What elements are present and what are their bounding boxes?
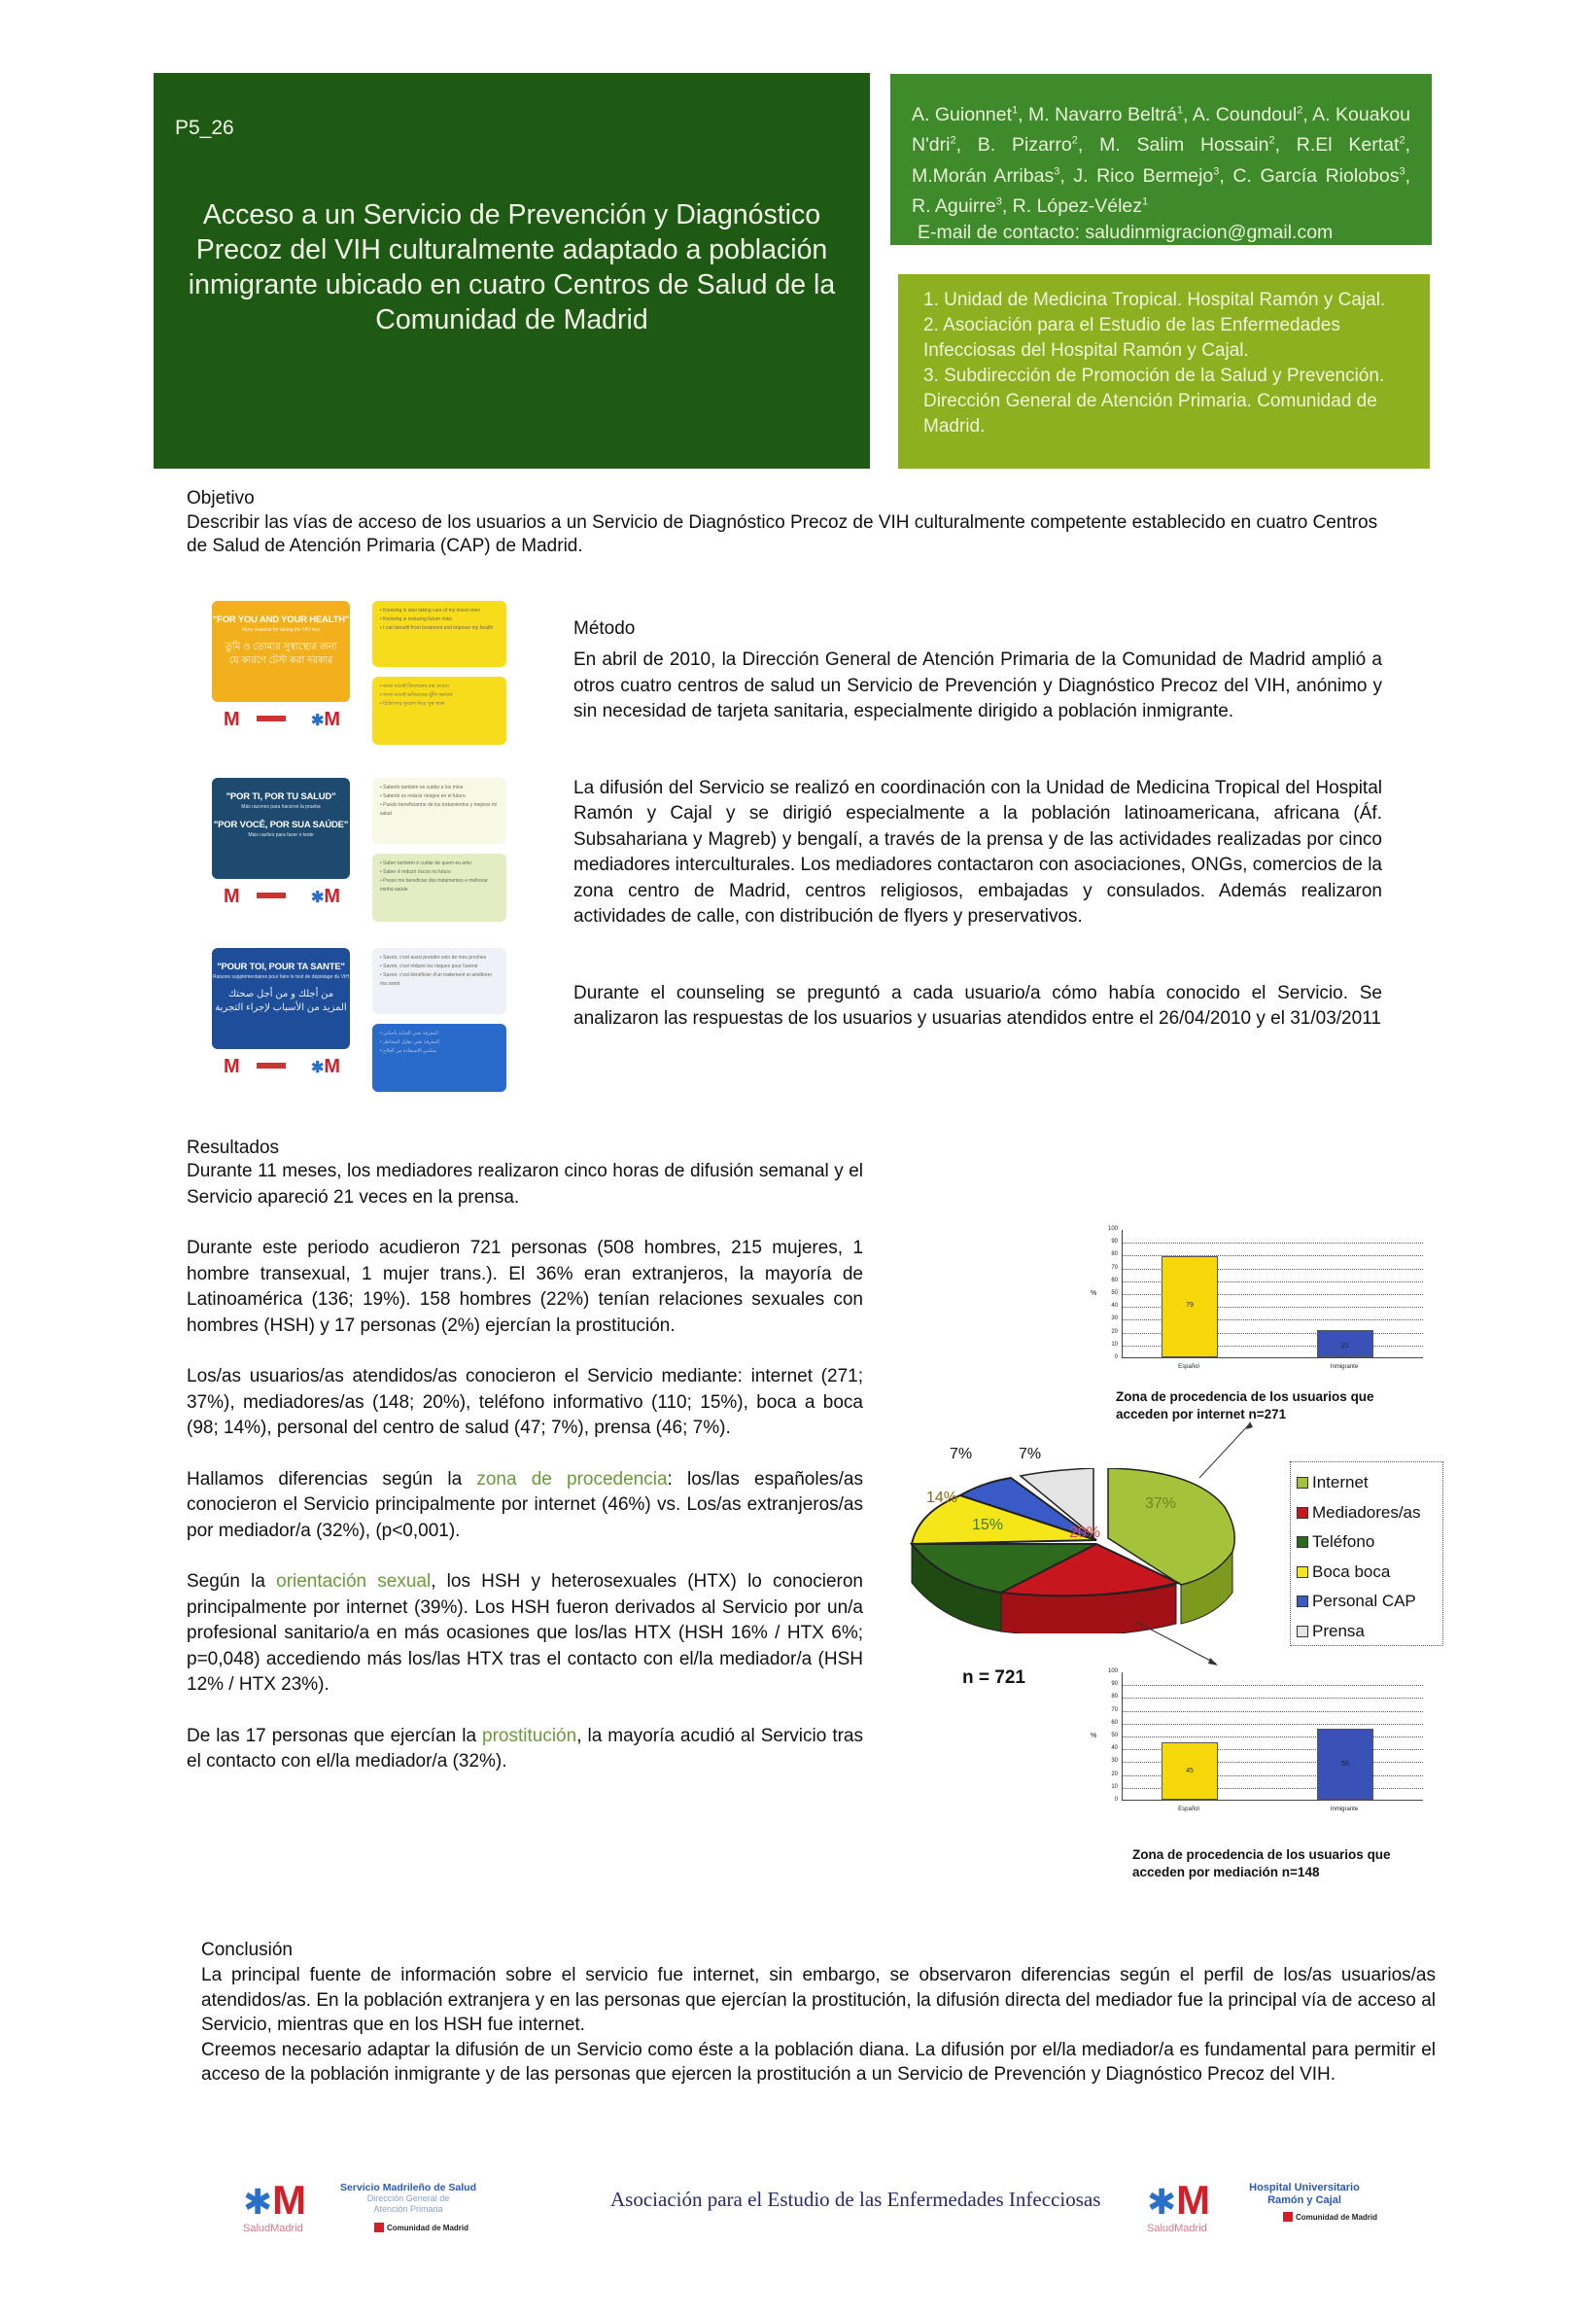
title-line: inmigrante ubicado en cuatro Centros de Salud de la	[188, 269, 836, 300]
legend-item	[1297, 1558, 1437, 1588]
highlighted-term: orientación sexual	[276, 1571, 432, 1592]
y-tick-label: 10	[1111, 1341, 1118, 1348]
author-affiliation-mark: 3	[1054, 165, 1060, 177]
section-title: Resultados	[187, 1138, 280, 1158]
author-name: A. Kouakou N'dri	[912, 103, 1411, 156]
flyer-logos	[216, 1057, 348, 1076]
comunidad-flag-icon	[257, 716, 286, 721]
bar-value-label: 55	[1341, 1761, 1349, 1769]
author-affiliation-mark: 3	[1399, 165, 1405, 177]
flyer-title: "POUR TOI, POUR TA SANTE"	[217, 962, 345, 972]
flyer-back-a	[372, 601, 506, 667]
arrow-icon	[1132, 1619, 1220, 1667]
author-name: B. Pizarro	[977, 134, 1072, 156]
y-tick-label: 60	[1111, 1277, 1118, 1283]
legend-swatch	[1297, 1596, 1308, 1607]
y-tick-label: 30	[1111, 1758, 1118, 1765]
gridline	[1123, 1736, 1423, 1737]
x-category-label: Inmigrante	[1330, 1806, 1359, 1812]
objetivo-section	[187, 488, 1392, 558]
text-run: Durante este periodo acudieron 721 personas (508 hombres, 215 mujeres, 1 hombre transexual, 1 mujer trans.). El 36% eran extranjeros, la mayoría de Latinoamérica (136; 19%). 158 hombres (22%) tenían relaciones sexuales con hombres (HSH) y 17 personas (2%) ejercían la prostitución.	[187, 1238, 863, 1336]
resultados-paragraph	[187, 1569, 863, 1699]
legend-label: Internet	[1312, 1473, 1369, 1491]
legend-label: Personal CAP	[1312, 1592, 1416, 1610]
salud-madrid-logo: ✱M	[311, 886, 341, 907]
flyer-back-b	[372, 677, 506, 745]
salud-madrid-logo: ✱M	[311, 709, 341, 730]
salud-madrid-logo: ✱M	[311, 1056, 341, 1077]
legend-item	[1297, 1527, 1437, 1558]
bar-inmigrante	[1317, 1330, 1373, 1357]
resultados-paragraph	[187, 1724, 863, 1775]
madrid-m-logo: M	[224, 886, 240, 907]
y-axis-label: %	[1091, 1290, 1097, 1297]
contact-email: E-mail de contacto: saludinmigracion@gmail.com	[918, 222, 1334, 243]
author-affiliation-mark: 3	[995, 195, 1002, 208]
cross-star-icon: ✱	[1147, 2182, 1177, 2222]
flyer-bullet: • المعرفة تعني العناية بأحبائي	[380, 1031, 438, 1036]
text-run: Los/as usuarios/as atendidos/as conocieron el Servicio mediante: internet (271; 37%), mediadores/as (148; 20%), teléfono informativo (110; 15%), boca a boca (98; 14%), personal del centro de salud (47; 7%), prensa (46; 7%).	[187, 1366, 863, 1438]
author-name: R. Aguirre	[912, 195, 996, 217]
poster-code: P5_26	[175, 117, 234, 139]
authors-list: A. Guionnet$^1$, M. Navarro Beltrá$^1$, A. Coundoul$^2$, A. Kouakou N'dri$^2$, B. Pizarro$^2$, M. Salim Hossain$^2$, R.El Kertat$^2$, M.Morán Arribas$^3$, J. Rico Bermejo$^3$, C. García Riolobos$^3$, R. Aguirre$^3$, R. López-Vélez$^1$	[912, 103, 1411, 217]
gridline	[1123, 1711, 1423, 1712]
y-tick-label: 0	[1114, 1354, 1118, 1360]
flyer-1	[212, 601, 503, 756]
flyer-script-text	[212, 988, 350, 1015]
author-name: M. Salim Hossain	[1099, 134, 1269, 156]
x-category-label: Español	[1178, 1806, 1199, 1812]
script-line: তুমি ও তোমার সুস্বাস্থ্যের জন্য	[225, 642, 337, 652]
flyer-logos	[216, 710, 348, 729]
metodo-paragraph: Durante el counseling se preguntó a cada usuario/a cómo había conocido el Servicio. Se analizaron las respuestas de los usuarios y usuarias atendidos entre el 26/04/2010 y el 31/03/2011	[573, 982, 1382, 1029]
legend-item	[1297, 1617, 1437, 1647]
author-affiliation-mark: 2	[950, 134, 956, 147]
metodo-paragraph: La difusión del Servicio se realizó en coordinación con la Unidad de Medicina Tropical del Hospital Ramón y Cajal y se dirigió especialmente a la población latinoamericana, africana (Áf. Subsahariana y Magreb) y bengalí, a través de la prensa y de las actividades realizadas por cinco mediadores interculturales. Los mediadores contactaron con asociaciones, ONGs, comercios de la zona centro de Madrid, centros religiosos, embajadas y consulados. Además realizaron actividades de calle, con distribución de flyers y preservativos.	[573, 777, 1382, 927]
flyer-bullet: • Puedo beneficiarme de los tratamientos y mejorar mi salud	[380, 802, 498, 817]
title-line: Precoz del VIH culturalmente adaptado a población	[195, 234, 828, 265]
flyer-bullet: • يمكنني الاستفادة من العلاج	[380, 1048, 437, 1054]
metodo-paragraph: En abril de 2010, la Dirección General de Atención Primaria de la Comunidad de Madrid amplió a otros cuatro centros de salud un Servicio de Prevención y Diagnóstico Precoz del VIH, anónimo y sin necesidad de tarjeta sanitaria, especialmente dirigido a población inmigrante.	[573, 649, 1382, 721]
script-line: من أجلك و من أجل صحتك	[227, 989, 334, 1000]
author-affiliation-mark: 2	[1297, 104, 1303, 116]
legend-swatch	[1297, 1566, 1308, 1578]
y-tick-label: 20	[1111, 1328, 1118, 1335]
resultados-paragraph	[187, 1236, 863, 1339]
text-run: Durante 11 meses, los mediadores realizaron cinco horas de difusión semanal y el Servicio apareció 21 veces en la prensa.	[187, 1161, 863, 1208]
script-line: المزيد من الأسباب لإجراء التجربة	[215, 1002, 347, 1013]
flyer-front	[212, 778, 350, 879]
resultados-paragraph	[187, 1159, 863, 1210]
pie-chart	[904, 1468, 1283, 1633]
gridline	[1123, 1698, 1423, 1699]
madrid-m-logo: M	[224, 709, 240, 730]
y-axis-label: %	[1091, 1733, 1097, 1739]
flyer-subtitle: Mais razões para fazer o teste	[248, 832, 314, 838]
flyer-subtitle: Raisons supplémentaires pour faire le test de dépistage du VIH	[212, 974, 350, 980]
conclusion-section	[201, 1940, 1436, 2087]
legend-swatch	[1297, 1626, 1308, 1637]
legend-item	[1297, 1498, 1437, 1528]
author-name: M. Navarro Beltrá	[1028, 103, 1177, 125]
footer-logos	[0, 2177, 1596, 2267]
y-tick-label: 100	[1107, 1226, 1118, 1232]
pie-label-mediadores: 20%	[1069, 1525, 1101, 1541]
section-title: Método	[573, 618, 636, 639]
author-affiliation-mark: 1	[1012, 104, 1019, 116]
cm-flag-icon	[374, 2223, 384, 2232]
author-name: A. Guionnet	[912, 103, 1013, 125]
metodo-section	[573, 618, 1382, 1033]
pie-label-boca: 14%	[926, 1490, 958, 1506]
conclusion-paragraph: Creemos necesario adaptar la difusión de un Servicio como éste a la población diana. La difusión por el/la mediador/a es fundamental para permitir el acceso de la población inmigrante y de las personas que ejercen la prostitución a un Servicio de Prevención y Diagnóstico Precoz del VIH.	[201, 2039, 1436, 2085]
y-tick-label: 20	[1111, 1771, 1118, 1777]
author-affiliation-mark: 1	[1142, 195, 1149, 208]
gridline	[1123, 1724, 1423, 1725]
y-tick-label: 50	[1111, 1733, 1118, 1738]
resultados-paragraph	[187, 1467, 863, 1545]
bar-espanol	[1162, 1742, 1218, 1800]
flyer-bullet: • Saberlo también es cuidar a los míos	[380, 785, 464, 790]
flyer-bullet: • জানা মানেই ভবিষ্যতের ঝুঁকি কমানো	[380, 692, 453, 698]
y-tick-label: 80	[1111, 1694, 1118, 1701]
comunidad-flag-icon	[257, 1063, 286, 1069]
flyer-2	[212, 778, 503, 933]
flyer-back-a	[372, 948, 506, 1014]
bar-value-label: 45	[1186, 1768, 1194, 1775]
flyer-back-a	[372, 778, 506, 844]
legend-swatch	[1297, 1536, 1308, 1548]
poster-title	[168, 197, 855, 337]
affiliation-1: 1. Unidad de Medicina Tropical. Hospital Ramón y Cajal.	[923, 290, 1386, 310]
title-line: Comunidad de Madrid	[375, 304, 648, 335]
bar-chart-mediacion	[1089, 1665, 1439, 1810]
y-tick-label: 0	[1114, 1797, 1118, 1803]
sermas-org: Servicio Madrileño de Salud Dirección General de Atención Primaria Comunidad de Madrid	[330, 2182, 486, 2232]
text-run: De las 17 personas que ejercían la	[187, 1725, 483, 1746]
legend-swatch	[1297, 1477, 1308, 1489]
chart-plot-area	[1122, 1230, 1423, 1358]
author-name: C. García Riolobos	[1232, 164, 1400, 187]
flyer-3	[212, 948, 503, 1104]
cross-star-icon: ✱	[311, 1060, 325, 1076]
y-tick-label: 40	[1111, 1745, 1118, 1752]
pie-label-personal: 7%	[950, 1446, 973, 1462]
gridline	[1123, 1243, 1423, 1244]
flyer-bullet: • Knowing is also taking care of my loved ones	[380, 608, 480, 614]
resultados-paragraphs	[187, 1159, 863, 1775]
resultados-section	[187, 1138, 863, 1775]
association-name: Asociación para el Estudio de las Enfermedades Infecciosas	[610, 2188, 1101, 2211]
author-name: R.El Kertat	[1296, 134, 1400, 156]
comunidad-madrid-tag: Comunidad de Madrid	[374, 2223, 486, 2232]
title-block	[154, 73, 870, 469]
flyer-logos	[216, 887, 348, 906]
legend-label: Teléfono	[1312, 1532, 1375, 1551]
y-tick-label: 40	[1111, 1303, 1118, 1310]
author-name: R. López-Vélez	[1012, 195, 1142, 217]
bar-value-label: 21	[1341, 1342, 1349, 1350]
flyer-bullet: • Saber também é cuidar de quem eu amo	[380, 860, 472, 866]
script-line: যে কারণে টেস্ট করা দরকার	[228, 655, 333, 666]
cm-flag-icon	[1283, 2212, 1293, 2222]
legend-item	[1297, 1587, 1437, 1617]
flyer-bullet: • Savoir, c'est réduire les risques pour l'avenir	[380, 964, 478, 969]
flyer-front	[212, 948, 350, 1049]
text-run: , los HSH y heterosexuales (HTX) lo conocieron principalmente por internet (39%). Los HSH fueron derivados al Servicio por un/a profesional sanitario/a en más ocasiones que los/las HTX (HSH 16% / HTX 6%; p=0,048) accediendo más los/las HTX tras el contacto con el/la mediador/a (HSH 12% / HTX 23%).	[187, 1571, 864, 1695]
conclusion-paragraph: La principal fuente de información sobre el servicio fue internet, sin embargo, se observaron diferencias según el perfil de los/as usuarios/as atendidos/as. En la población extranjera y en las personas que ejercían la prostitución, la difusión directa del mediador fue la principal vía de acceso al Servicio, mientras que en los HSH fue internet.	[201, 1965, 1436, 2035]
flyer-subtitle: More reasons for taking the HIV test	[241, 627, 321, 633]
flyer-script-text	[212, 641, 350, 668]
flyer-bullet: • Saberlo es reducir riesgos en el futuro	[380, 793, 466, 799]
author-affiliation-mark: 2	[1071, 134, 1078, 147]
legend-label: Boca boca	[1312, 1561, 1391, 1581]
flyer-bullet: • জানা মানেই প্রিয়জনের যত্ন নেওয়া	[380, 684, 449, 689]
legend-label: Prensa	[1312, 1621, 1365, 1640]
legend-item	[1297, 1468, 1437, 1498]
pie-legend	[1290, 1461, 1443, 1646]
objetivo-text: Describir las vías de acceso de los usuarios a un Servicio de Diagnóstico Precoz de VIH culturalmente competente establecido en cuatro Centros de Salud de Atención Primaria (CAP) de Madrid.	[187, 512, 1378, 556]
flyer-bullet: • I can benefit from treatment and improve my health	[380, 625, 494, 631]
text-run: Según la	[187, 1571, 277, 1592]
cross-star-icon: ✱	[311, 890, 325, 906]
y-tick-label: 90	[1111, 1681, 1118, 1688]
affiliation-2: 2. Asociación para el Estudio de las Enfermedades Infecciosas del Hospital Ramón y Cajal.	[923, 315, 1340, 361]
author-name: J. Rico Bermejo	[1073, 164, 1214, 187]
resultados-paragraph	[187, 1364, 863, 1442]
chart-caption-internet: Zona de procedencia de los usuarios que acceden por internet n=271	[1116, 1389, 1374, 1421]
bar-value-label: 79	[1186, 1301, 1194, 1309]
chart-plot-area	[1122, 1672, 1423, 1801]
y-tick-label: 50	[1111, 1290, 1118, 1296]
flyer-back-b	[372, 854, 506, 922]
flyer-bullet: • Saber é reduzir riscos no futuro	[380, 869, 451, 875]
authors-block	[890, 74, 1432, 245]
pie-label-internet: 37%	[1145, 1495, 1177, 1512]
bar-chart-internet	[1089, 1222, 1439, 1368]
flyer-title: "POR VOCÊ, POR SUA SAÚDE"	[213, 820, 349, 830]
flyer-front	[212, 601, 350, 702]
legend-swatch	[1297, 1507, 1308, 1519]
flyer-title: "POR TI, POR TU SALUD"	[226, 791, 336, 802]
highlighted-term: prostitución	[482, 1725, 577, 1746]
author-affiliation-mark: 3	[1213, 165, 1220, 177]
comunidad-madrid-tag: Comunidad de Madrid	[1283, 2212, 1382, 2222]
affiliation-3: 3. Subdirección de Promoción de la Salud y Prevención. Dirección General de Atención Primaria. Comunidad de Madrid.	[923, 366, 1385, 437]
author-affiliation-mark: 1	[1176, 104, 1184, 116]
pie-label-telefono: 15%	[972, 1517, 1004, 1533]
gridline	[1123, 1685, 1423, 1686]
highlighted-term: zona de procedencia	[476, 1468, 668, 1490]
salud-madrid-logo-right: ✱M SaludMadrid	[1147, 2177, 1211, 2234]
flyer-subtitle: Más razones para hacerse la prueba	[241, 804, 321, 810]
y-tick-label: 60	[1111, 1719, 1118, 1726]
author-name: A. Coundoul	[1192, 103, 1298, 125]
flyer-bullet: • চিকিৎসার সুযোগ নিয়ে সুস্থ থাকা	[380, 701, 445, 707]
affiliations-block	[898, 274, 1430, 469]
y-tick-label: 30	[1111, 1315, 1118, 1322]
cross-star-icon: ✱	[311, 713, 325, 729]
section-title: Conclusión	[201, 1940, 293, 1960]
y-tick-label: 100	[1107, 1668, 1118, 1674]
flyer-bullet: • المعرفة تعني تقليل المخاطر	[380, 1039, 439, 1045]
text-run: , la mayoría acudió al Servicio tras el contacto con el/la mediador/a (32%).	[187, 1725, 863, 1771]
y-tick-label: 90	[1111, 1239, 1118, 1245]
bar-inmigrante	[1317, 1729, 1373, 1800]
chart-caption-mediacion: Zona de procedencia de los usuarios que acceden por mediación n=148	[1132, 1847, 1391, 1879]
y-tick-label: 70	[1111, 1264, 1118, 1271]
text-run: : los/las españoles/as conocieron el Servicio principalmente por internet (46%) vs. Los/as extranjeros/as por mediador/a (32%), (p<0,001).	[187, 1468, 863, 1541]
author-affiliation-mark: 2	[1268, 134, 1275, 147]
y-tick-label: 80	[1111, 1251, 1118, 1258]
section-title: Objetivo	[187, 488, 255, 509]
cross-star-icon: ✱	[243, 2182, 273, 2222]
flyer-bullet: • Knowing is reducing future risks	[380, 616, 452, 622]
author-name: M.Morán Arribas	[912, 164, 1055, 187]
text-run: Hallamos diferencias según la	[187, 1468, 477, 1490]
y-tick-label: 10	[1111, 1783, 1118, 1790]
title-line: Acceso a un Servicio de Prevención y Diagnóstico	[202, 199, 821, 230]
hospital-org: Hospital Universitario Ramón y Cajal Comunidad de Madrid	[1227, 2182, 1382, 2222]
author-affiliation-mark: 2	[1399, 134, 1405, 147]
flyer-title: "FOR YOU AND YOUR HEALTH"	[212, 614, 350, 625]
comunidad-flag-icon	[257, 893, 286, 898]
n-total-label: n = 721	[962, 1667, 1025, 1688]
y-tick-label: 70	[1111, 1706, 1118, 1713]
x-category-label: Español	[1178, 1364, 1199, 1370]
flyer-bullet: • Savoir, c'est bénéficier d'un traitement et améliorer ma santé	[380, 972, 493, 987]
salud-madrid-logo-left: ✱M SaludMadrid	[243, 2177, 307, 2234]
madrid-m-logo: M	[224, 1056, 240, 1077]
flyer-bullet: • Savoir, c'est aussi prendre soin de mes proches	[380, 955, 487, 961]
x-category-label: Inmigrante	[1330, 1364, 1359, 1370]
pie-label-prensa: 7%	[1019, 1446, 1042, 1462]
flyer-back-b	[372, 1024, 506, 1092]
flyer-bullet: • Posso me beneficiar dos tratamentos e melhorar minha saúde	[380, 878, 488, 893]
legend-label: Mediadores/as	[1312, 1502, 1421, 1522]
bar-espanol	[1162, 1256, 1218, 1357]
